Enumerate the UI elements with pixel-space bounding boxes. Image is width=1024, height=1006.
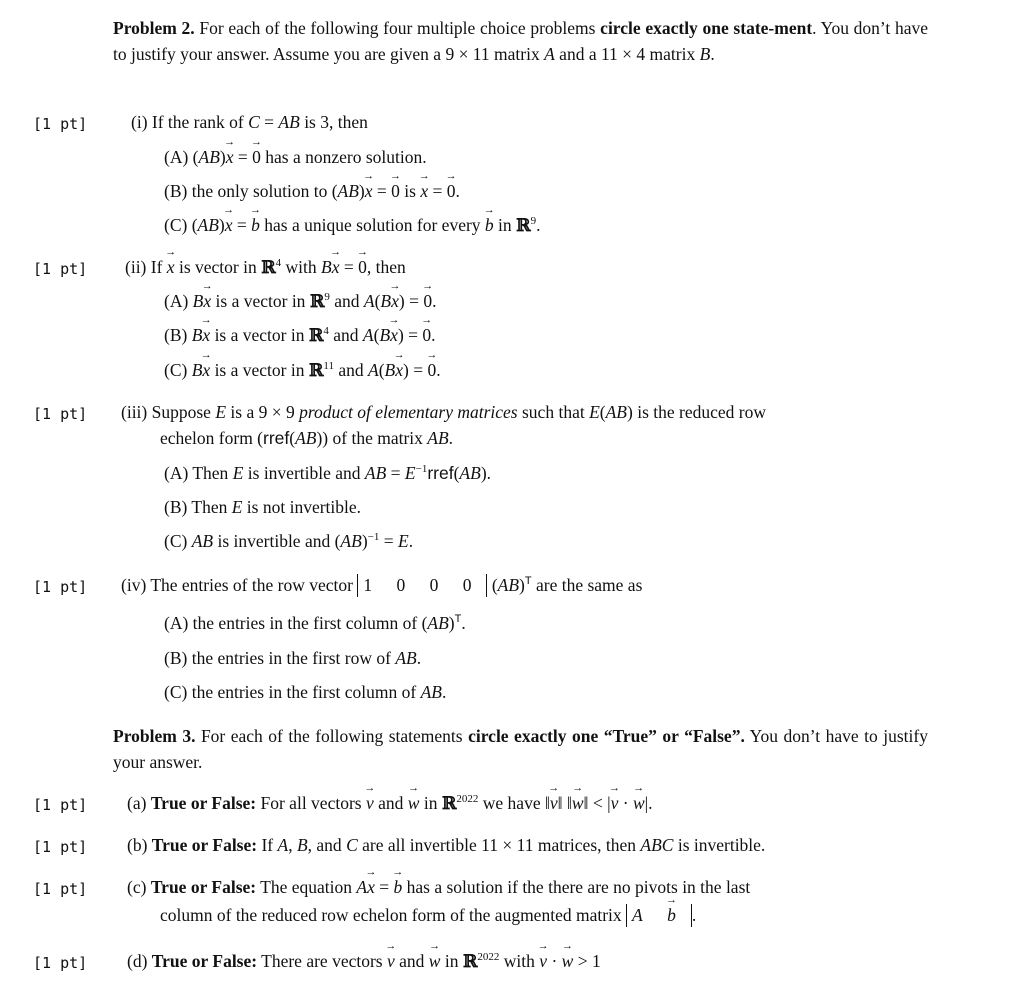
problem-3-intro: Problem 3. For each of the following statements circle exactly one “True” or “False”. You don’t have to justify your answer.: [113, 726, 928, 772]
question-ii-option-c: (C) B→ x is a vector in ℝ$^{11}$ and A(B→ x) = → 0.: [164, 360, 441, 381]
question-i-option-a: (A) (AB)→ x = → 0 has a nonzero solution.: [164, 147, 427, 168]
points-label: [1 pt]: [33, 796, 88, 814]
question-i-option-c: (C) (AB)→ x = → b has a unique solution for every → b in ℝ$^9$.: [164, 215, 540, 236]
problem-2-intro: Problem 2. For each of the following four multiple choice problems circle exactly one state-ment. You don’t have to justify your answer. Assume you are given a 9 × 11 matrix A and a 11 × 4 matrix B.: [113, 18, 928, 64]
statement-a: (a) True or False: For all vectors → v and → w in ℝ$^{2022}$ we have ‖→ v‖ ‖→ w‖ < |→ v · → w|.: [127, 793, 653, 814]
question-ii-option-a: (A) B→ x is a vector in ℝ$^9$ and A(B→ x) = → 0.: [164, 291, 436, 312]
row-vector-1000: 1 0 0 0: [357, 574, 487, 597]
points-label: [1 pt]: [33, 115, 88, 133]
statement-d: (d) True or False: There are vectors → v and → w in ℝ$^{2022}$ with → v · → w > 1: [127, 951, 601, 972]
question-iii-option-a: (A) Then E is invertible and AB = $E^{-1}rref(AB)$.: [164, 463, 492, 483]
question-ii-stem: (ii) If → x is vector in ℝ$^4$ with B→ x = → 0, then: [125, 257, 406, 278]
question-ii-option-b: (B) B→ x is a vector in ℝ$^4$ and A(B→ x) = → 0.: [164, 325, 436, 346]
question-i-option-b: (B) the only solution to (AB)→ x = → 0 is → x = → 0.: [164, 181, 460, 202]
points-label: [1 pt]: [33, 578, 88, 596]
question-iii-option-c: (C) AB is invertible and (AB)$^{-1}$ = E.: [164, 531, 414, 551]
question-iii-stem-line1: (iii) Suppose E is a 9 × 9 product of elementary matrices such that E(AB) is the reduced row: [121, 402, 766, 422]
true-false-label: True or False:: [150, 877, 257, 897]
question-iv-option-c: (C) the entries in the first column of AB.: [164, 682, 447, 702]
question-iii-option-b: (B) Then E is not invertible.: [164, 497, 362, 517]
points-label: [1 pt]: [33, 880, 88, 898]
true-false-label: True or False:: [151, 835, 258, 855]
question-i-stem: (i) If the rank of C = AB is 3, then: [131, 112, 368, 132]
question-iv-stem: (iv) The entries of the row vector 1 0 0 0 (AB)$^T$ are the same as: [121, 575, 643, 595]
statement-c-line1: (c) True or False: The equation A→ x = → b has a solution if the there are no pivots in the last: [127, 877, 927, 898]
statement-b: (b) True or False: If A, B, and C are all invertible 11 × 11 matrices, then ABC is invertible.: [127, 835, 766, 855]
points-label: [1 pt]: [33, 405, 88, 423]
points-label: [1 pt]: [33, 954, 88, 972]
statement-c-line2: column of the reduced row echelon form of the augmented matrix A → b .: [160, 904, 696, 927]
augmented-matrix: A → b: [626, 904, 692, 927]
true-false-label: True or False:: [151, 951, 258, 971]
question-iii-stem-line2: echelon form (rref(AB)) of the matrix AB.: [160, 428, 454, 448]
problem-3-title: Problem 3.: [113, 726, 196, 746]
true-false-label: True or False:: [150, 793, 257, 813]
points-label: [1 pt]: [33, 838, 88, 856]
points-label: [1 pt]: [33, 260, 88, 278]
question-iv-option-b: (B) the entries in the first row of AB.: [164, 648, 422, 668]
problem-2-title: Problem 2.: [113, 18, 195, 38]
question-iv-option-a: (A) the entries in the first column of (AB)$^T$.: [164, 613, 466, 633]
